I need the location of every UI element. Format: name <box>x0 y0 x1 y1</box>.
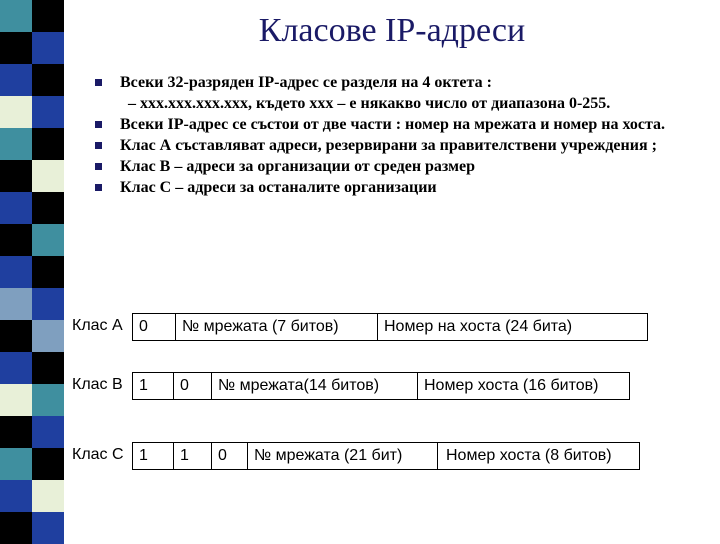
bullet-item <box>88 73 708 92</box>
strip-block <box>0 512 32 544</box>
strip-block <box>32 224 64 256</box>
class-c-label: Клас С <box>72 446 124 463</box>
strip-block <box>32 64 64 96</box>
strip-block <box>0 352 32 384</box>
strip-block <box>32 192 64 224</box>
square-bullet-icon <box>95 79 102 86</box>
strip-block <box>32 288 64 320</box>
strip-block <box>0 32 32 64</box>
bullet-text: Клас В – адреси за организации от среден размер <box>120 158 476 175</box>
class-a-cell: Номер на хоста (24 бита) <box>378 313 648 341</box>
class-a-cell: 0 <box>132 313 176 341</box>
strip-block <box>32 448 64 480</box>
class-b-cell: 0 <box>174 372 212 400</box>
class-c-cell: 1 <box>174 442 212 470</box>
slide-title: Класове IP-адреси <box>258 12 526 49</box>
bullet-item <box>88 115 708 134</box>
strip-block <box>0 256 32 288</box>
square-bullet-icon <box>95 163 102 170</box>
class-b-row <box>72 376 692 400</box>
strip-block <box>32 160 64 192</box>
class-a-label: Клас А <box>72 317 123 334</box>
class-b-label: Клас В <box>72 376 123 393</box>
class-a-row <box>72 317 692 341</box>
strip-block <box>0 480 32 512</box>
sub-bullet-item <box>88 94 708 113</box>
decorative-side-strip <box>0 0 64 540</box>
strip-block <box>0 224 32 256</box>
class-c-cell: 1 <box>132 442 174 470</box>
dash-icon: – <box>128 95 136 112</box>
bullet-text: Клас С – адреси за останалите организации <box>120 179 437 196</box>
strip-block <box>32 352 64 384</box>
class-c-cell: 0 <box>212 442 248 470</box>
strip-block <box>0 448 32 480</box>
bullet-text: Всеки IP-адрес се състои от две части : номер на мрежата и номер на хоста. <box>120 116 666 133</box>
strip-block <box>32 256 64 288</box>
strip-block <box>32 320 64 352</box>
strip-block <box>0 288 32 320</box>
class-c-cell: Номер хоста (8 битов) <box>438 442 640 470</box>
strip-block <box>0 96 32 128</box>
strip-block <box>32 416 64 448</box>
strip-block <box>0 192 32 224</box>
strip-block <box>0 320 32 352</box>
sub-bullet-text: xxx.xxx.xxx.xxx, където xxx – е някакво число от диапазона 0-255. <box>140 95 611 112</box>
class-a-cell: № мрежата (7 битов) <box>176 313 378 341</box>
strip-block <box>0 64 32 96</box>
strip-block <box>0 128 32 160</box>
strip-block <box>32 128 64 160</box>
strip-block <box>0 416 32 448</box>
bullet-item <box>88 157 708 176</box>
square-bullet-icon <box>95 121 102 128</box>
bullet-text: Клас А съставляват адреси, резервирани за правителствени учреждения ; <box>120 137 657 154</box>
class-c-cell: № мрежата (21 бит) <box>248 442 438 470</box>
bullet-list <box>88 73 708 199</box>
strip-block <box>32 480 64 512</box>
bullet-text: Всеки 32-разряден IP-адрес се разделя на 4 октета : <box>120 74 492 91</box>
class-b-cell: 1 <box>132 372 174 400</box>
strip-block <box>32 96 64 128</box>
class-c-row <box>72 446 712 470</box>
strip-block <box>32 384 64 416</box>
strip-block <box>0 0 32 32</box>
square-bullet-icon <box>95 142 102 149</box>
bullet-item <box>88 178 708 197</box>
strip-block <box>0 384 32 416</box>
strip-block <box>32 512 64 544</box>
square-bullet-icon <box>95 184 102 191</box>
class-b-cell: № мрежата(14 битов) <box>212 372 418 400</box>
strip-block <box>32 32 64 64</box>
strip-block <box>32 0 64 32</box>
bullet-item <box>88 136 708 155</box>
strip-block <box>0 160 32 192</box>
class-b-cell: Номер хоста (16 битов) <box>418 372 630 400</box>
